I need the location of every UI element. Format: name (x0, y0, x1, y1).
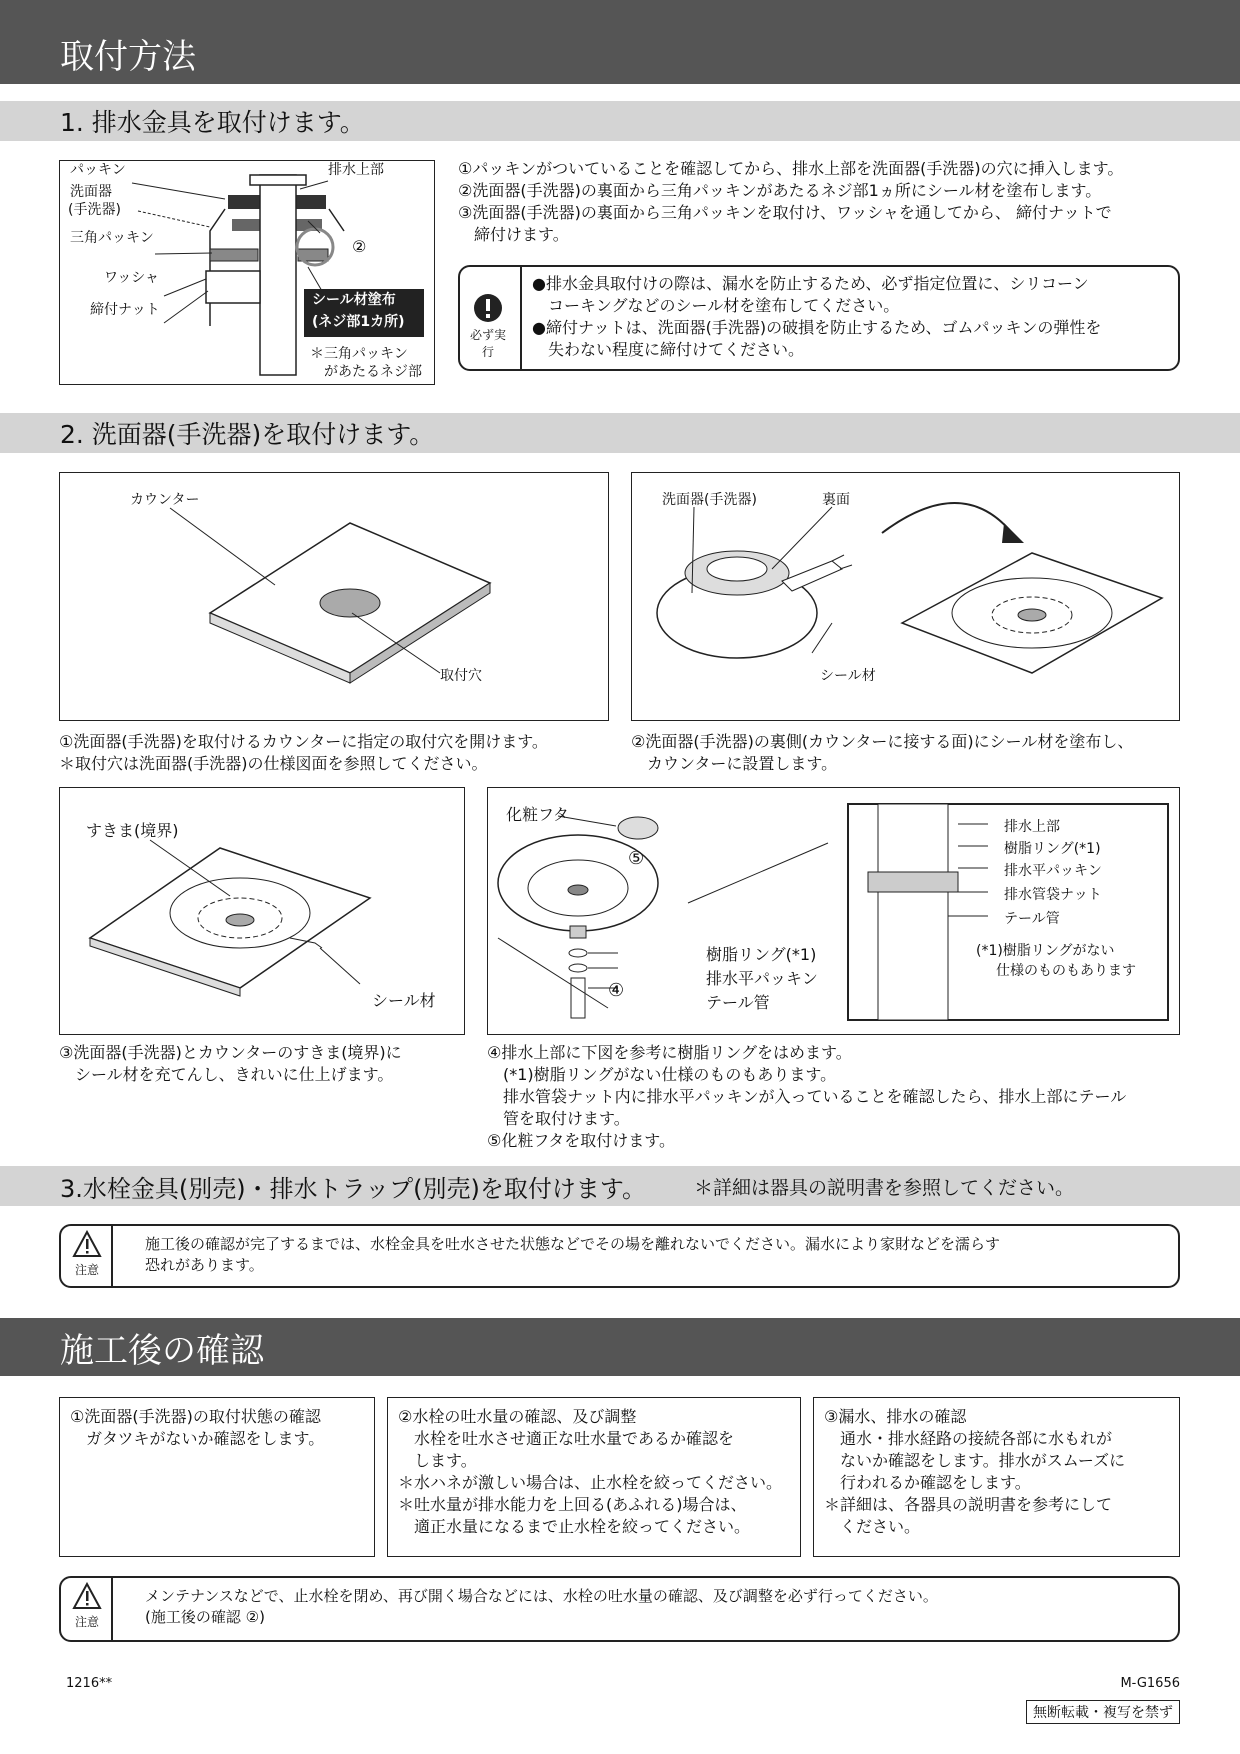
after-caution-box (59, 1576, 1180, 1642)
page-title: 取付方法 (60, 37, 196, 77)
label-cosmetic-cap: 化粧フタ (506, 805, 569, 824)
detail-tail: テール管 (1004, 911, 1060, 927)
page-title-band (0, 0, 1240, 84)
after-caution-text: メンテナンスなどで、止水栓を閉め、再び開く場合などには、水栓の吐水量の確認、及び調整を必ず行ってください。 (施工後の確認 ②) (145, 1587, 938, 1626)
label-packing: パッキン (70, 162, 126, 178)
drain-assembly-figure (488, 788, 1178, 1033)
step2-fig3 (59, 787, 465, 1035)
step2-fig4 (487, 787, 1180, 1035)
step2-fig1 (59, 472, 609, 721)
detail-note-2: 仕様のものもあります (996, 963, 1136, 979)
label-washer: ワッシャ (104, 270, 160, 286)
caution-label: 注意 (74, 1263, 99, 1277)
label-hole: 取付穴 (440, 668, 482, 684)
label-sink-sub: (手洗器) (68, 202, 121, 218)
label-n4: ④ (608, 980, 625, 1001)
detail-flat-packing: 排水平パッキン (1004, 863, 1102, 879)
step3-caution-text: 施工後の確認が完了するまでは、水栓金具を吐水させた状態などでその場を離れないでください。漏水により家財などを濡らす 恐れがあります。 (145, 1235, 1001, 1274)
counter-figure (60, 473, 607, 719)
detail-bag-nut: 排水管袋ナット (1004, 887, 1102, 903)
label-sink: 洗面器 (70, 184, 112, 200)
label-seal: シール材 (820, 668, 876, 684)
step3-caution-box (59, 1224, 1180, 1288)
step2-heading: 2. 洗面器(手洗器)を取付けます。 (60, 420, 435, 449)
caution-icon-wrap (65, 1230, 109, 1278)
detail-ring: 樹脂リング(*1) (1004, 841, 1101, 857)
must-line-1: ●排水金具取付けの際は、漏水を防止するため、必ず指定位置に、シリコーン コーキングなどのシール材を塗布してください。 (532, 274, 1089, 315)
step3-heading-band (0, 1166, 1240, 1206)
step3-heading: 3.水栓金具(別売)・排水トラップ(別売)を取付けます。 (60, 1174, 646, 1203)
instruction-1: ①パッキンがついていることを確認してから、排水上部を洗面器(手洗器)の穴に挿入します。 (458, 159, 1124, 178)
after-title: 施工後の確認 (60, 1330, 264, 1371)
instruction-2: ②洗面器(手洗器)の裏面から三角パッキンがあたるネジ部1ヵ所にシール材を塗布します。 (458, 181, 1102, 200)
warning-icon (72, 1230, 102, 1258)
caution-icon-wrap (65, 1582, 109, 1630)
label-num2: ② (352, 237, 367, 256)
label-seal-1: シール材塗布 (312, 292, 396, 308)
step2-caption-3: ③洗面器(手洗器)とカウンターのすきま(境界)に シール材を充てんし、きれいに仕上げます。 (59, 1043, 402, 1084)
detail-drain-top: 排水上部 (1004, 819, 1060, 835)
label-counter: カウンター (130, 492, 200, 508)
label-drain-top: 排水上部 (328, 162, 384, 178)
step2-fig2 (631, 472, 1180, 721)
step1-heading-band (0, 101, 1240, 141)
instruction-3: ③洗面器(手洗器)の裏面から三角パッキンを取付け、ワッシャを通してから、 締付ナットで 締付けます。 (458, 203, 1112, 244)
step1-heading: 1. 排水金具を取付けます。 (60, 108, 365, 137)
check-box-2: ②水栓の吐水量の確認、及び調整 水栓を吐水させ適正な吐水量であるか確認を します。 ＊水ハネが激しい場合は、止水栓を絞ってください。 ＊吐水量が排水能力を上回る(あふれる)場合は、 適正水量になるまで止水栓を絞ってください。 (387, 1397, 801, 1557)
label-n5: ⑤ (628, 848, 645, 869)
label-seal-2: (ネジ部1カ所) (312, 314, 405, 330)
step2-caption-4: ④排水上部に下図を参考に樹脂リングをはめます。 (*1)樹脂リングがない仕様のものもあります。 排水管袋ナット内に排水平パッキンが入っていることを確認したら、排水上部にテール 管を取付けます。 ⑤化粧フタを取付けます。 (487, 1043, 1127, 1150)
label-gap: すきま(境界) (86, 821, 179, 840)
step2-caption-2: ②洗面器(手洗器)の裏側(カウンターに接する面)にシール材を塗布し、 カウンターに設置します。 (631, 732, 1134, 773)
label-note-1: ＊三角パッキン (310, 346, 408, 362)
exclamation-icon (473, 293, 503, 323)
must-do-icon-wrap (466, 293, 510, 360)
must-do-box (458, 265, 1180, 371)
label-flat-packing: 排水平パッキン (706, 969, 818, 988)
check-box-1: ①洗面器(手洗器)の取付状態の確認 ガタツキがないか確認をします。 (59, 1397, 375, 1557)
copyright-stamp: 無断転載・複写を禁ず (1026, 1700, 1180, 1724)
sink-back-figure (632, 473, 1178, 719)
label-seal: シール材 (372, 991, 436, 1010)
step1-instructions (458, 158, 1188, 246)
step2-caption-1: ①洗面器(手洗器)を取付けるカウンターに指定の取付穴を開けます。 ＊取付穴は洗面器(手洗器)の仕様図面を参照してください。 (59, 732, 548, 773)
warning-icon (72, 1582, 102, 1610)
caution-label: 注意 (74, 1615, 99, 1629)
step3-note: ＊詳細は器具の説明書を参照してください。 (693, 1176, 1074, 1199)
must-line-2: ●締付ナットは、洗面器(手洗器)の破損を防止するため、ゴムパッキンの弾性を 失わない程度に締付けてください。 (532, 318, 1102, 359)
footer-code-right: M-G1656 (1120, 1676, 1180, 1691)
detail-note-1: (*1)樹脂リングがない (976, 943, 1115, 959)
must-do-label: 必ず実行 (469, 328, 506, 359)
label-sink: 洗面器(手洗器) (662, 492, 757, 508)
label-tri-packing: 三角パッキン (70, 230, 154, 246)
step1-diagram (59, 160, 435, 385)
label-ring: 樹脂リング(*1) (706, 945, 817, 964)
label-back: 裏面 (822, 492, 850, 508)
label-tail: テール管 (706, 993, 770, 1012)
label-nut: 締付ナット (90, 302, 160, 318)
footer-code-left: 1216** (66, 1676, 113, 1691)
after-title-band (0, 1318, 1240, 1376)
step2-heading-band (0, 413, 1240, 453)
check-box-3: ③漏水、排水の確認 通水・排水経路の接続各部に水もれが ないか確認をします。排水がスムーズに 行われるか確認をします。 ＊詳細は、各器具の説明書を参考にして ください。 (813, 1397, 1180, 1557)
label-note-2: があたるネジ部 (324, 364, 422, 380)
